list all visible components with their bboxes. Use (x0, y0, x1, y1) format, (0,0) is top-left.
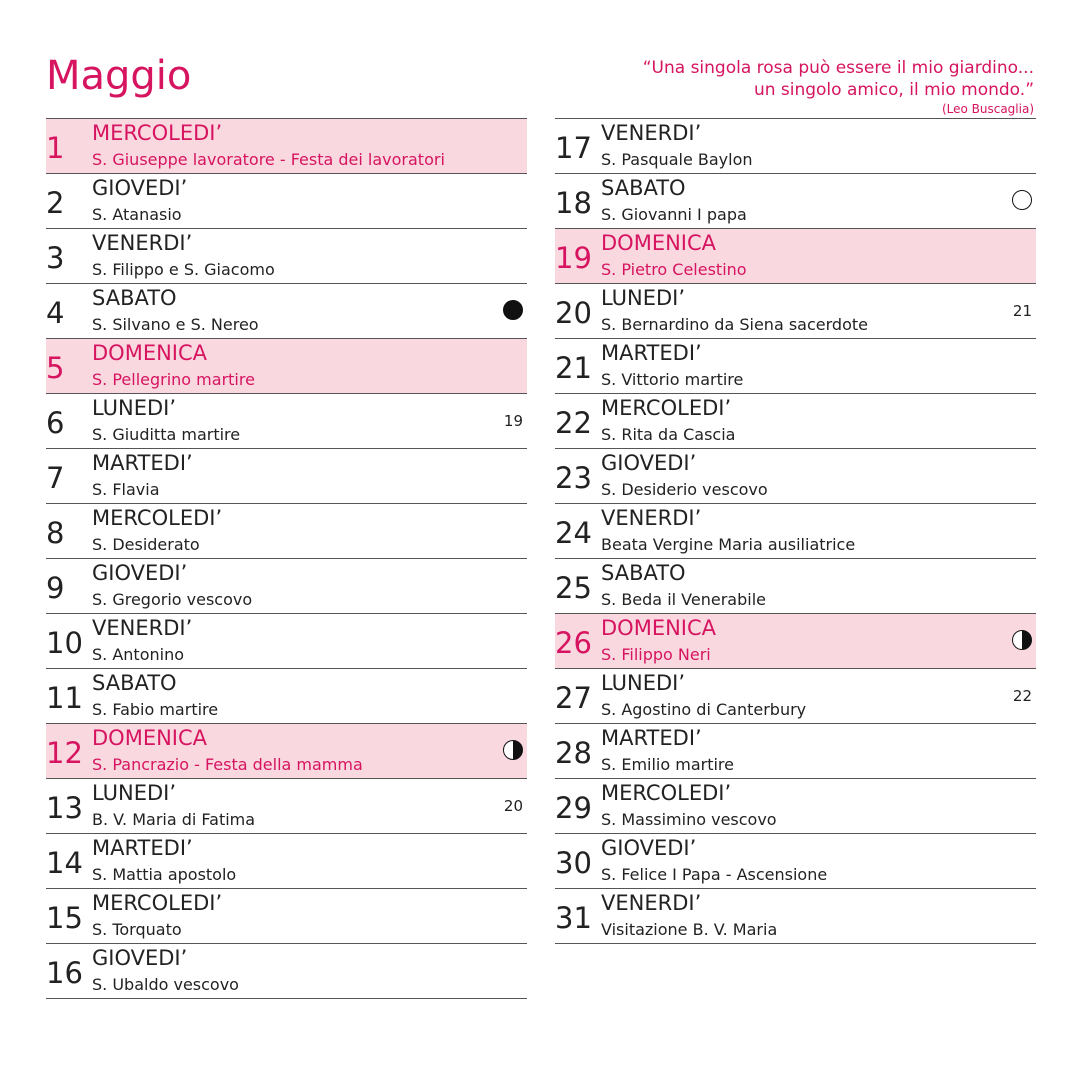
day-number: 13 (46, 791, 83, 825)
weekday-name: MERCOLEDI’ (92, 121, 223, 145)
day-row (46, 394, 527, 449)
day-row (46, 229, 527, 284)
saint-name: S. Felice I Papa - Ascensione (601, 865, 828, 884)
weekday-name: DOMENICA (92, 341, 208, 365)
saint-name: S. Ubaldo vescovo (92, 975, 239, 994)
saint-name: S. Torquato (92, 920, 182, 939)
day-row (555, 724, 1036, 779)
saint-name: S. Bernardino da Siena sacerdote (601, 315, 868, 334)
weekday-name: GIOVEDI’ (601, 836, 697, 860)
day-row (46, 889, 527, 944)
day-number: 5 (46, 351, 65, 385)
week-number: 21 (1012, 302, 1032, 320)
day-number: 22 (555, 406, 592, 440)
new-moon-icon (503, 300, 523, 320)
week-number: 19 (503, 412, 523, 430)
day-number: 14 (46, 846, 83, 880)
weekday-name: MERCOLEDI’ (92, 891, 223, 915)
day-number: 17 (555, 131, 592, 165)
weekday-name: DOMENICA (601, 616, 717, 640)
day-number: 6 (46, 406, 65, 440)
saint-name: S. Rita da Cascia (601, 425, 736, 444)
saint-name: S. Emilio martire (601, 755, 734, 774)
day-number: 28 (555, 736, 592, 770)
day-row (46, 614, 527, 669)
day-row (46, 449, 527, 504)
week-number: 20 (503, 797, 523, 815)
day-number: 31 (555, 901, 592, 935)
saint-name: S. Giuseppe lavoratore - Festa dei lavoratori (92, 150, 445, 169)
saint-name: S. Fabio martire (92, 700, 219, 719)
weekday-name: LUNEDI’ (601, 671, 686, 695)
day-row (555, 669, 1036, 724)
weekday-name: DOMENICA (92, 726, 208, 750)
weekday-name: LUNEDI’ (92, 781, 177, 805)
weekday-name: GIOVEDI’ (92, 561, 188, 585)
day-row (555, 284, 1036, 339)
day-number: 18 (555, 186, 592, 220)
day-row (46, 119, 527, 174)
saint-name: S. Filippo e S. Giacomo (92, 260, 275, 279)
day-number: 27 (555, 681, 592, 715)
week-number: 22 (1012, 687, 1032, 705)
weekday-name: MARTEDI’ (92, 451, 193, 475)
day-row (555, 834, 1036, 889)
day-row (555, 779, 1036, 834)
day-number: 15 (46, 901, 83, 935)
day-row (555, 449, 1036, 504)
day-number: 8 (46, 516, 65, 550)
saint-name: S. Beda il Venerabile (601, 590, 766, 609)
weekday-name: DOMENICA (601, 231, 717, 255)
saint-name: S. Atanasio (92, 205, 182, 224)
weekday-name: SABATO (92, 286, 177, 310)
saint-name: Visitazione B. V. Maria (601, 920, 778, 939)
quarter-moon-icon (503, 740, 523, 760)
weekday-name: SABATO (601, 176, 686, 200)
day-row (46, 669, 527, 724)
saint-name: S. Filippo Neri (601, 645, 711, 664)
day-number: 21 (555, 351, 592, 385)
day-row (555, 229, 1036, 284)
weekday-name: SABATO (92, 671, 177, 695)
day-row (555, 504, 1036, 559)
weekday-name: VENERDI’ (92, 231, 193, 255)
weekday-name: LUNEDI’ (601, 286, 686, 310)
day-row (46, 724, 527, 779)
saint-name: S. Pietro Celestino (601, 260, 747, 279)
day-row (555, 889, 1036, 944)
saint-name: S. Flavia (92, 480, 160, 499)
saint-name: S. Giovanni I papa (601, 205, 747, 224)
day-number: 26 (555, 626, 592, 660)
weekday-name: GIOVEDI’ (601, 451, 697, 475)
day-number: 19 (555, 241, 592, 275)
weekday-name: VENERDI’ (601, 891, 702, 915)
weekday-name: GIOVEDI’ (92, 176, 188, 200)
weekday-name: VENERDI’ (601, 506, 702, 530)
day-row (46, 339, 527, 394)
day-row (555, 174, 1036, 229)
saint-name: S. Pancrazio - Festa della mamma (92, 755, 363, 774)
day-number: 16 (46, 956, 83, 990)
quote-author: (Leo Buscaglia) (941, 102, 1034, 116)
day-row (46, 779, 527, 834)
day-number: 29 (555, 791, 592, 825)
saint-name: S. Desiderio vescovo (601, 480, 768, 499)
weekday-name: VENERDI’ (92, 616, 193, 640)
day-row (46, 834, 527, 889)
day-number: 4 (46, 296, 65, 330)
saint-name: S. Giuditta martire (92, 425, 241, 444)
saint-name: S. Massimino vescovo (601, 810, 777, 829)
day-number: 25 (555, 571, 592, 605)
saint-name: S. Pellegrino martire (92, 370, 255, 389)
weekday-name: MARTEDI’ (601, 341, 702, 365)
calendar-column-left (46, 118, 527, 999)
saint-name: S. Desiderato (92, 535, 200, 554)
weekday-name: MARTEDI’ (601, 726, 702, 750)
quote (643, 57, 1034, 117)
calendar-column-right (555, 118, 1036, 944)
quote-line-1: “Una singola rosa può essere il mio giardino... (642, 58, 1034, 78)
day-number: 23 (555, 461, 592, 495)
quarter-moon-icon (1012, 630, 1032, 650)
day-number: 7 (46, 461, 65, 495)
weekday-name: MERCOLEDI’ (601, 396, 732, 420)
day-row (555, 614, 1036, 669)
day-number: 3 (46, 241, 65, 275)
day-number: 30 (555, 846, 592, 880)
day-number: 24 (555, 516, 592, 550)
weekday-name: MERCOLEDI’ (601, 781, 732, 805)
month-title: Maggio (46, 53, 192, 99)
weekday-name: MERCOLEDI’ (92, 506, 223, 530)
day-row (46, 559, 527, 614)
day-row (46, 284, 527, 339)
day-number: 11 (46, 681, 83, 715)
day-row (46, 504, 527, 559)
saint-name: S. Gregorio vescovo (92, 590, 253, 609)
day-number: 20 (555, 296, 592, 330)
day-row (46, 944, 527, 999)
saint-name: S. Pasquale Baylon (601, 150, 753, 169)
saint-name: S. Mattia apostolo (92, 865, 237, 884)
day-number: 2 (46, 186, 65, 220)
weekday-name: VENERDI’ (601, 121, 702, 145)
saint-name: S. Silvano e S. Nereo (92, 315, 259, 334)
quote-line-2: un singolo amico, il mio mondo.” (753, 80, 1034, 100)
day-number: 10 (46, 626, 83, 660)
weekday-name: LUNEDI’ (92, 396, 177, 420)
full-moon-icon (1012, 190, 1032, 210)
weekday-name: SABATO (601, 561, 686, 585)
day-row (46, 174, 527, 229)
day-row (555, 559, 1036, 614)
day-number: 1 (46, 131, 65, 165)
saint-name: Beata Vergine Maria ausiliatrice (601, 535, 856, 554)
day-number: 9 (46, 571, 65, 605)
saint-name: S. Vittorio martire (601, 370, 744, 389)
saint-name: S. Antonino (92, 645, 184, 664)
day-row (555, 119, 1036, 174)
day-row (555, 339, 1036, 394)
day-row (555, 394, 1036, 449)
weekday-name: MARTEDI’ (92, 836, 193, 860)
saint-name: B. V. Maria di Fatima (92, 810, 256, 829)
weekday-name: GIOVEDI’ (92, 946, 188, 970)
day-number: 12 (46, 736, 83, 770)
saint-name: S. Agostino di Canterbury (601, 700, 807, 719)
